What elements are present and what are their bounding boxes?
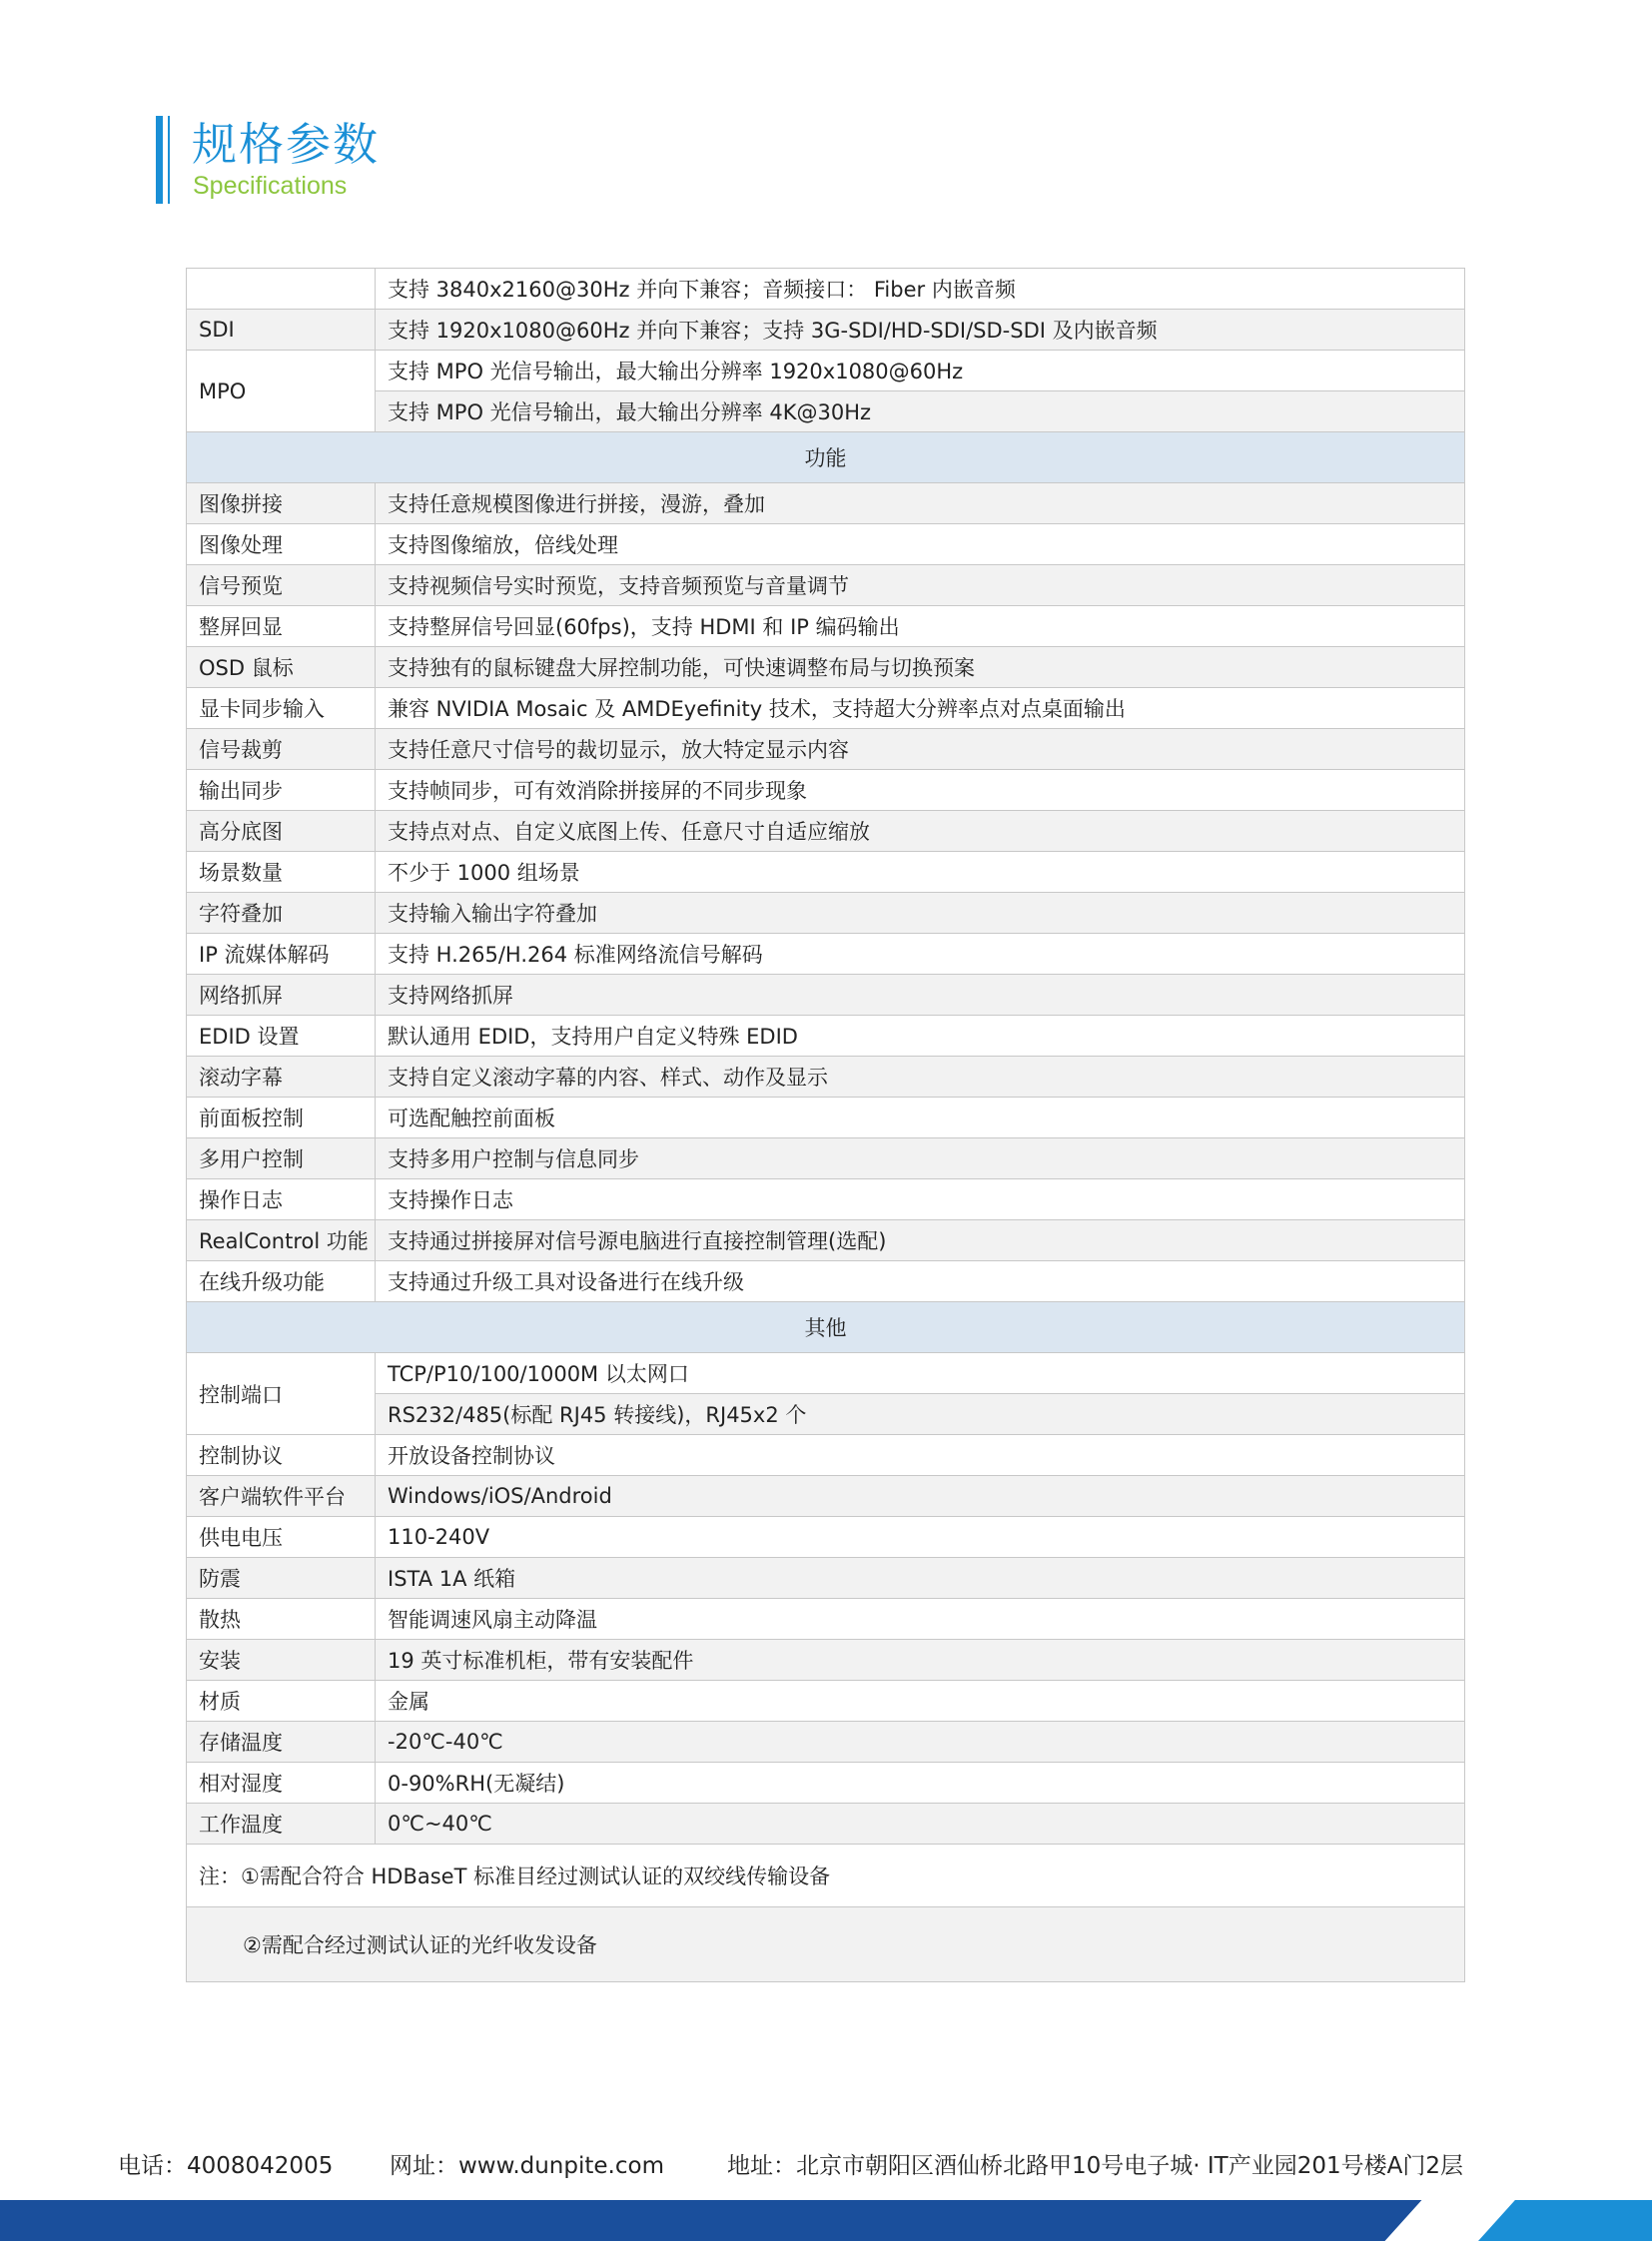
table-row xyxy=(187,269,1465,310)
table-row xyxy=(187,1476,1465,1517)
functions-rows xyxy=(187,483,1465,1302)
footer-website[interactable]: 网址：www.dunpite.com xyxy=(390,2153,664,2179)
spec-value: 0℃~40℃ xyxy=(376,1804,1465,1845)
footer-phone: 电话：4008042005 xyxy=(118,2153,334,2179)
table-row xyxy=(187,975,1465,1016)
spec-value: ISTA 1A 纸箱 xyxy=(376,1558,1465,1599)
spec-label: 场景数量 xyxy=(187,852,376,893)
spec-label: 滚动字幕 xyxy=(187,1057,376,1098)
table-row xyxy=(187,1057,1465,1098)
spec-label: 存储温度 xyxy=(187,1722,376,1763)
spec-label: 输出同步 xyxy=(187,770,376,811)
note-row xyxy=(187,1907,1465,1982)
table-row xyxy=(187,729,1465,770)
spec-label: 高分底图 xyxy=(187,811,376,852)
spec-value: 支持视频信号实时预览，支持音频预览与音量调节 xyxy=(376,565,1465,606)
spec-value: 支持独有的鼠标键盘大屏控制功能，可快速调整布局与切换预案 xyxy=(376,647,1465,688)
note-row xyxy=(187,1845,1465,1907)
spec-label: IP 流媒体解码 xyxy=(187,934,376,975)
spec-label: 图像拼接 xyxy=(187,483,376,524)
spec-value: 兼容 NVIDIA Mosaic 及 AMDEyefinity 技术，支持超大分辨率点对点桌面输出 xyxy=(376,688,1465,729)
table-row xyxy=(187,1681,1465,1722)
table-row xyxy=(187,1220,1465,1261)
spec-label: 操作日志 xyxy=(187,1179,376,1220)
header-accent-bar xyxy=(156,116,163,204)
spec-value: TCP/P10/100/1000M 以太网口 xyxy=(376,1353,1465,1394)
spec-value: 支持网络抓屏 xyxy=(376,975,1465,1016)
section-title: 其他 xyxy=(187,1302,1465,1353)
footer-address: 地址：北京市朝阳区酒仙桥北路甲10号电子城· IT产业园201号楼A门2层 xyxy=(727,2153,1463,2179)
spec-label: 安装 xyxy=(187,1640,376,1681)
table-row xyxy=(187,811,1465,852)
others-rows xyxy=(187,1435,1465,1845)
spec-label: 信号预览 xyxy=(187,565,376,606)
table-row xyxy=(187,1558,1465,1599)
spec-value: 支持操作日志 xyxy=(376,1179,1465,1220)
table-row xyxy=(187,1804,1465,1845)
table-row xyxy=(187,1353,1465,1394)
table-row xyxy=(187,1599,1465,1640)
spec-value: Windows/iOS/Android xyxy=(376,1476,1465,1517)
spec-label: 信号裁剪 xyxy=(187,729,376,770)
table-row xyxy=(187,310,1465,351)
spec-value: 支持任意尺寸信号的裁切显示，放大特定显示内容 xyxy=(376,729,1465,770)
table-row xyxy=(187,565,1465,606)
table-row xyxy=(187,351,1465,391)
spec-label: 控制协议 xyxy=(187,1435,376,1476)
table-row xyxy=(187,1394,1465,1435)
spec-value: 开放设备控制协议 xyxy=(376,1435,1465,1476)
table-row xyxy=(187,1517,1465,1558)
spec-label: 控制端口 xyxy=(187,1353,376,1435)
table-row xyxy=(187,391,1465,432)
spec-value: 不少于 1000 组场景 xyxy=(376,852,1465,893)
spec-value: 支持 1920x1080@60Hz 并向下兼容；支持 3G-SDI/HD-SDI/SD-SDI 及内嵌音频 xyxy=(376,310,1465,351)
spec-label: 材质 xyxy=(187,1681,376,1722)
spec-label: 显卡同步输入 xyxy=(187,688,376,729)
spec-value: 19 英寸标准机柜，带有安装配件 xyxy=(376,1640,1465,1681)
header-accent-line xyxy=(168,116,170,204)
spec-value: 支持多用户控制与信息同步 xyxy=(376,1138,1465,1179)
spec-label xyxy=(187,269,376,310)
table-row xyxy=(187,524,1465,565)
table-row xyxy=(187,1722,1465,1763)
spec-label: OSD 鼠标 xyxy=(187,647,376,688)
table-row xyxy=(187,770,1465,811)
table-row xyxy=(187,606,1465,647)
spec-value: 智能调速风扇主动降温 xyxy=(376,1599,1465,1640)
spec-label: 供电电压 xyxy=(187,1517,376,1558)
spec-value: 110-240V xyxy=(376,1517,1465,1558)
spec-label: 字符叠加 xyxy=(187,893,376,934)
spec-value: 支持帧同步，可有效消除拼接屏的不同步现象 xyxy=(376,770,1465,811)
spec-label: 在线升级功能 xyxy=(187,1261,376,1302)
table-row xyxy=(187,1435,1465,1476)
table-row xyxy=(187,647,1465,688)
spec-label: 工作温度 xyxy=(187,1804,376,1845)
spec-value: 支持图像缩放，倍线处理 xyxy=(376,524,1465,565)
spec-table xyxy=(186,268,1465,1982)
table-row xyxy=(187,934,1465,975)
table-row xyxy=(187,1261,1465,1302)
table-row xyxy=(187,1640,1465,1681)
spec-value: 支持 H.265/H.264 标准网络流信号解码 xyxy=(376,934,1465,975)
spec-value: 支持整屏信号回显(60fps)，支持 HDMI 和 IP 编码输出 xyxy=(376,606,1465,647)
spec-label: 多用户控制 xyxy=(187,1138,376,1179)
spec-value: 支持 MPO 光信号输出，最大输出分辨率 4K@30Hz xyxy=(376,391,1465,432)
spec-label: 整屏回显 xyxy=(187,606,376,647)
spec-label: 网络抓屏 xyxy=(187,975,376,1016)
spec-value: 金属 xyxy=(376,1681,1465,1722)
section-header-functions xyxy=(187,432,1465,483)
note-text: ②需配合经过测试认证的光纤收发设备 xyxy=(187,1907,1465,1982)
spec-value: 支持输入输出字符叠加 xyxy=(376,893,1465,934)
spec-label: MPO xyxy=(187,351,376,432)
page-title: 规格参数 xyxy=(192,118,381,171)
section-header-others xyxy=(187,1302,1465,1353)
spec-label: EDID 设置 xyxy=(187,1016,376,1057)
spec-value: -20℃-40℃ xyxy=(376,1722,1465,1763)
table-row xyxy=(187,893,1465,934)
spec-value: 支持自定义滚动字幕的内容、样式、动作及显示 xyxy=(376,1057,1465,1098)
spec-label: SDI xyxy=(187,310,376,351)
table-row xyxy=(187,1179,1465,1220)
page-subtitle: Specifications xyxy=(193,172,348,200)
spec-label: 客户端软件平台 xyxy=(187,1476,376,1517)
spec-label: RealControl 功能 xyxy=(187,1220,376,1261)
spec-label: 相对湿度 xyxy=(187,1763,376,1804)
spec-value: 支持点对点、自定义底图上传、任意尺寸自适应缩放 xyxy=(376,811,1465,852)
table-row xyxy=(187,1763,1465,1804)
table-row xyxy=(187,483,1465,524)
table-row xyxy=(187,852,1465,893)
spec-value: 0-90%RH(无凝结) xyxy=(376,1763,1465,1804)
spec-label: 前面板控制 xyxy=(187,1098,376,1138)
spec-label: 散热 xyxy=(187,1599,376,1640)
table-row xyxy=(187,1138,1465,1179)
spec-value: 支持任意规模图像进行拼接，漫游，叠加 xyxy=(376,483,1465,524)
spec-value: 支持 3840x2160@30Hz 并向下兼容；音频接口： Fiber 内嵌音频 xyxy=(376,269,1465,310)
spec-value: 支持通过升级工具对设备进行在线升级 xyxy=(376,1261,1465,1302)
spec-value: 支持 MPO 光信号输出，最大输出分辨率 1920x1080@60Hz xyxy=(376,351,1465,391)
spec-value: 可选配触控前面板 xyxy=(376,1098,1465,1138)
note-text: 注：①需配合符合 HDBaseT 标准目经过测试认证的双绞线传输设备 xyxy=(187,1845,1465,1907)
spec-label: 防震 xyxy=(187,1558,376,1599)
spec-value: 默认通用 EDID，支持用户自定义特殊 EDID xyxy=(376,1016,1465,1057)
spec-label: 图像处理 xyxy=(187,524,376,565)
table-row xyxy=(187,1098,1465,1138)
table-row xyxy=(187,688,1465,729)
table-row xyxy=(187,1016,1465,1057)
spec-value: RS232/485(标配 RJ45 转接线)，RJ45x2 个 xyxy=(376,1394,1465,1435)
spec-value: 支持通过拼接屏对信号源电脑进行直接控制管理(选配) xyxy=(376,1220,1465,1261)
section-title: 功能 xyxy=(187,432,1465,483)
